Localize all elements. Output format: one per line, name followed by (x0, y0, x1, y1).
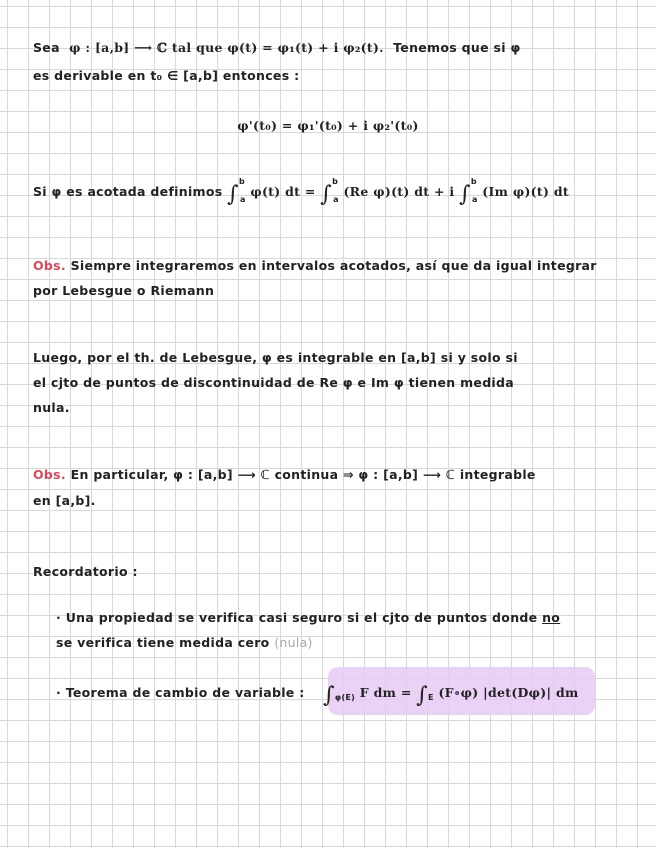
obs2-tag: Obs. (33, 467, 66, 482)
bullet1-line-1 (56, 610, 560, 625)
integral-sign-3: ∫ (459, 182, 471, 207)
para2-line-1: Luego, por el th. de Lebesgue, φ es integrable en [a,b] si y solo si (33, 350, 518, 365)
rhs-body: (F∘φ) |det(Dφ)| dm (438, 685, 579, 700)
obs2-text-1: En particular, φ : [a,b] ⟶ ℂ continua ⇒ φ : [a,b] ⟶ ℂ integrable (70, 467, 536, 482)
bullet1-text-1: · Una propiedad se verifica casi seguro si el cjto de puntos donde (56, 610, 538, 625)
obs2-line-1 (33, 467, 536, 482)
bullet2-label: · Teorema de cambio de variable : (56, 685, 305, 700)
rhs-subscript: E (428, 693, 434, 702)
integral-sign-2: ∫ (320, 182, 333, 207)
integral-body-1: φ(t) dt = (250, 184, 316, 199)
obs1-line-1 (33, 258, 597, 273)
integral-sign-lhs: ∫ (323, 683, 335, 708)
obs1-tag: Obs. (33, 258, 66, 273)
upper-limit-3: b (470, 177, 477, 186)
recordatorio-heading: Recordatorio : (33, 564, 138, 579)
integral-body-2: (Re φ)(t) dt + i (343, 184, 455, 199)
intro-definition: φ : [a,b] ⟶ ℂ tal que φ(t) = φ₁(t) + i φ₂(t). (69, 40, 384, 55)
intro-line-2: es derivable en t₀ ∈ [a,b] entonces : (33, 68, 300, 83)
intro-tenemos: Tenemos que si φ (393, 40, 521, 55)
bullet1-line-2 (56, 635, 313, 650)
bullet1-no: no (542, 610, 561, 625)
lower-limit-2: a (333, 195, 339, 204)
upper-limit-2: b (332, 177, 339, 186)
obs2-line-2: en [a,b]. (33, 493, 96, 508)
lower-limit-3: a (471, 195, 478, 204)
bullet2-line (56, 683, 579, 708)
integral-sign-1: ∫ (227, 182, 239, 207)
obs1-text-1: Siempre integraremos en intervalos acotados, así que da igual integrar (70, 258, 597, 273)
integral-definition-line (33, 177, 569, 207)
lhs-body: F dm = (359, 685, 412, 700)
para2-line-2: el cjto de puntos de discontinuidad de Re φ e Im φ tienen medida (33, 375, 515, 390)
intro-sea: Sea (33, 40, 60, 55)
obs1-line-2: por Lebesgue o Riemann (33, 283, 215, 298)
integral-intro: Si φ es acotada definimos (33, 184, 223, 199)
upper-limit-1: b (238, 177, 245, 186)
integral-sign-rhs: ∫ (416, 683, 429, 708)
derivative-formula: φ'(t₀) = φ₁'(t₀) + i φ₂'(t₀) (237, 118, 419, 133)
bullet1-text-2: se verifica tiene medida cero (56, 635, 270, 650)
para2-line-3: nula. (33, 400, 70, 415)
lower-limit-1: a (239, 195, 246, 204)
bullet1-nula: (nula) (274, 635, 313, 650)
integral-body-3: (Im φ)(t) dt (482, 184, 569, 199)
lhs-subscript: φ(E) (334, 693, 356, 702)
intro-line-1 (33, 40, 521, 55)
